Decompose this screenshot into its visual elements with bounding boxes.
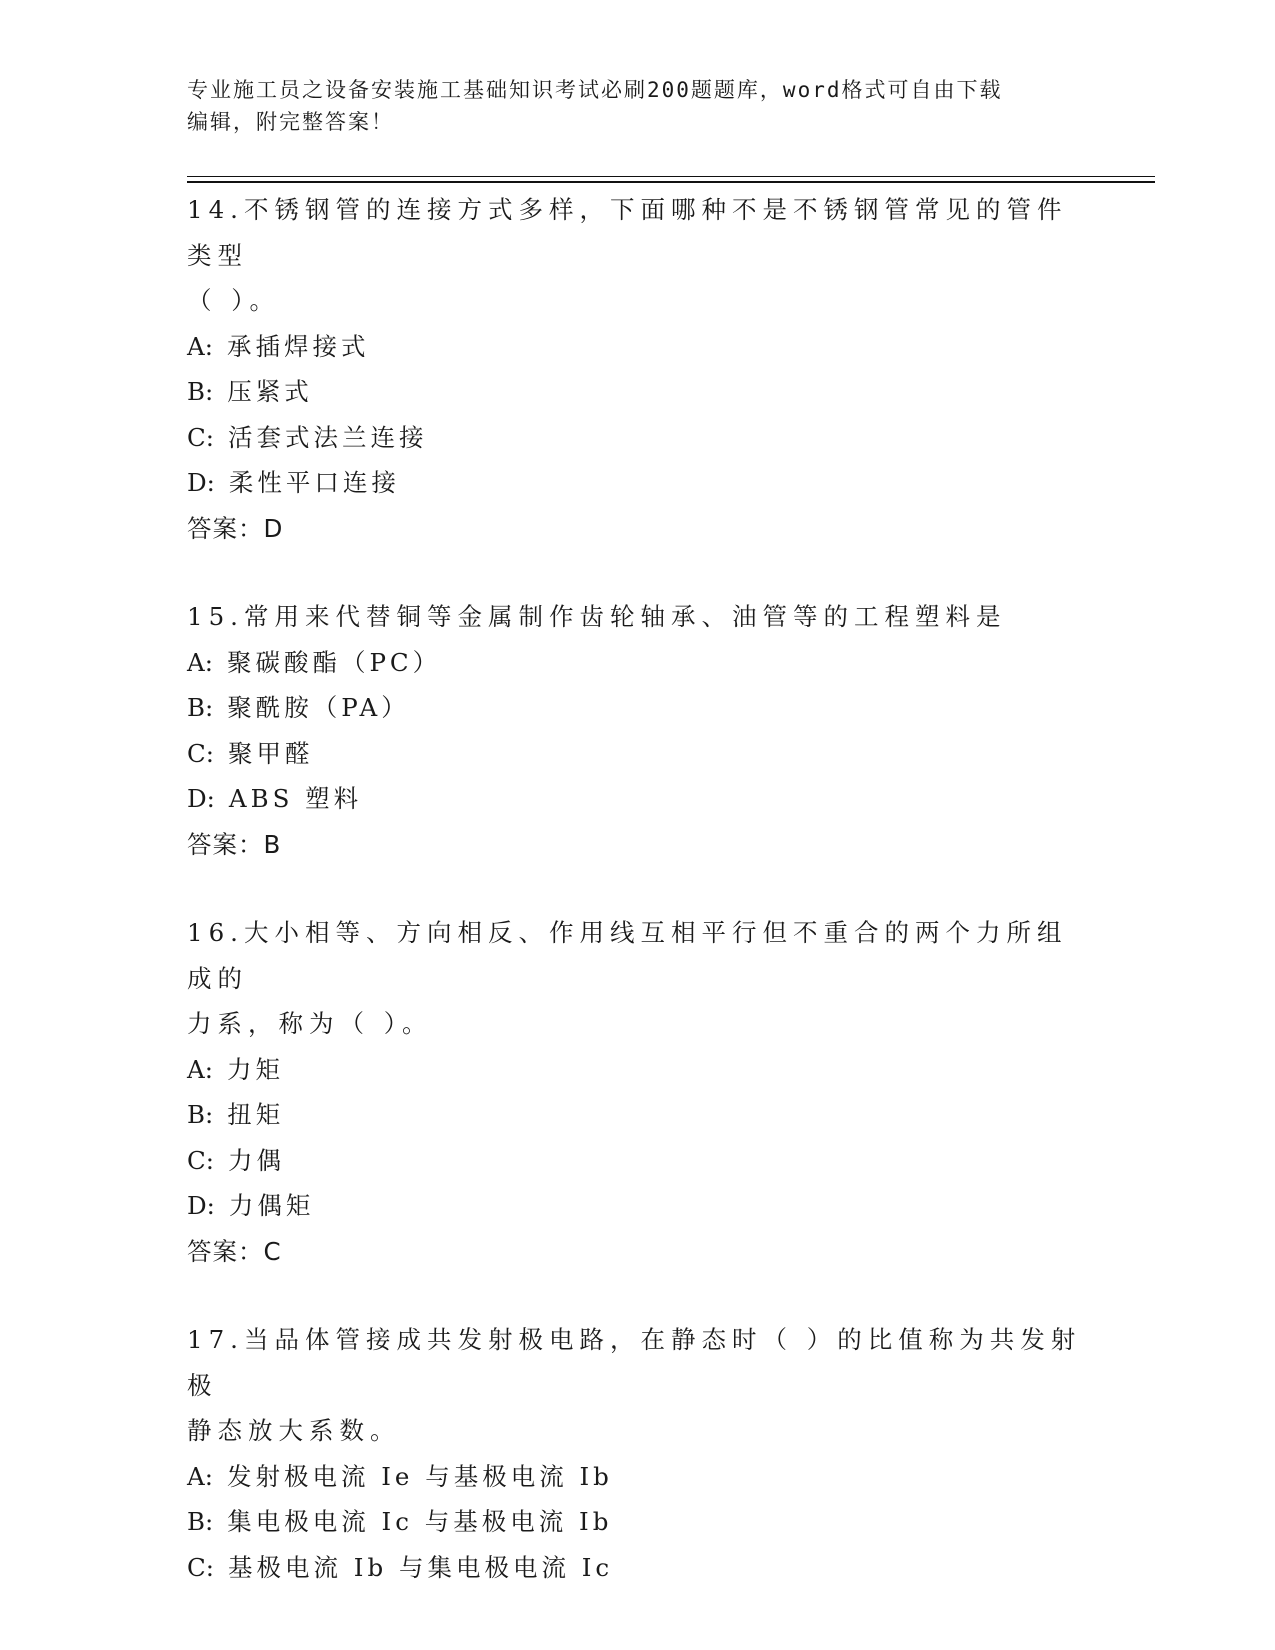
option-d <box>187 1183 1087 1229</box>
option-text: 力偶矩 <box>228 1191 315 1220</box>
option-text: 压紧式 <box>227 377 313 406</box>
option-text: 扭矩 <box>227 1100 285 1129</box>
option-c <box>187 415 1087 461</box>
option-letter: C: <box>187 422 215 452</box>
question-17 <box>187 1317 1087 1590</box>
question-text: 17.当品体管接成共发射极电路，在静态时（ ）的比值称为共发射极 <box>187 1325 1082 1400</box>
option-text: 承插焊接式 <box>226 331 370 361</box>
question-text: 14.不锈钢管的连接方式多样，下面哪种不是不锈钢管常见的管件类型 <box>187 195 1068 270</box>
question-14 <box>187 187 1087 551</box>
option-d <box>187 776 1087 822</box>
question-text: 16.大小相等、方向相反、作用线互相平行但不重合的两个力所组成的 <box>187 918 1068 993</box>
option-c <box>187 1545 1087 1591</box>
option-letter: A: <box>187 331 213 361</box>
answer-line: 答案：C <box>187 1236 282 1266</box>
option-d <box>187 460 1087 506</box>
question-list <box>187 187 1087 1633</box>
option-a <box>187 324 1087 370</box>
option-letter: A: <box>187 1054 213 1084</box>
question-text-continued: 静态放大系数。 <box>187 1416 401 1445</box>
header-line-1: 专业施工员之设备安装施工基础知识考试必刷200题题库，word格式可自由下载 <box>187 78 1003 102</box>
option-text: 聚碳酸酯（PC） <box>226 647 442 677</box>
option-letter: D: <box>187 784 215 813</box>
option-text: 活套式法兰连接 <box>228 422 428 452</box>
option-a <box>187 1047 1087 1093</box>
answer-line: 答案：B <box>187 829 282 859</box>
option-letter: B: <box>187 693 214 722</box>
question-text: 15.常用来代替铜等金属制作齿轮轴承、油管等的工程塑料是 <box>187 602 1007 631</box>
option-b <box>187 1092 1087 1138</box>
option-b <box>187 369 1087 415</box>
option-b <box>187 1499 1087 1545</box>
option-b <box>187 685 1087 731</box>
option-text: ABS 塑料 <box>228 784 363 813</box>
option-letter: C: <box>187 1552 215 1582</box>
option-letter: C: <box>187 1145 215 1175</box>
question-15 <box>187 594 1087 867</box>
option-text: 柔性平口连接 <box>228 468 400 497</box>
option-text: 力偶 <box>228 1145 286 1175</box>
option-a <box>187 1454 1087 1500</box>
header-divider-thin <box>187 176 1155 177</box>
option-text: 基极电流 Ib 与集电极电流 Ic <box>228 1552 614 1582</box>
document-header <box>187 74 1087 138</box>
option-letter: D: <box>187 1191 215 1220</box>
option-text: 聚酰胺（PA） <box>227 693 410 722</box>
option-letter: A: <box>187 647 213 677</box>
option-c <box>187 731 1087 777</box>
option-letter: A: <box>187 1461 213 1491</box>
question-16 <box>187 910 1087 1274</box>
answer-line: 答案：D <box>187 513 284 543</box>
option-letter: C: <box>187 738 215 768</box>
option-text: 力矩 <box>226 1054 284 1084</box>
option-text: 聚甲醛 <box>228 738 314 768</box>
option-text: 发射极电流 Ie 与基极电流 Ib <box>226 1461 613 1491</box>
header-divider-thick <box>187 181 1155 183</box>
option-c <box>187 1138 1087 1184</box>
question-text-continued: （ ）。 <box>187 286 281 315</box>
option-letter: B: <box>187 1100 214 1129</box>
option-letter: B: <box>187 377 214 406</box>
option-letter: B: <box>187 1507 214 1536</box>
option-a <box>187 640 1087 686</box>
header-line-2: 编辑，附完整答案！ <box>187 110 394 134</box>
option-text: 集电极电流 Ic 与基极电流 Ib <box>227 1507 613 1536</box>
question-text-continued: 力系，称为（ ）。 <box>187 1009 433 1038</box>
option-letter: D: <box>187 468 215 497</box>
